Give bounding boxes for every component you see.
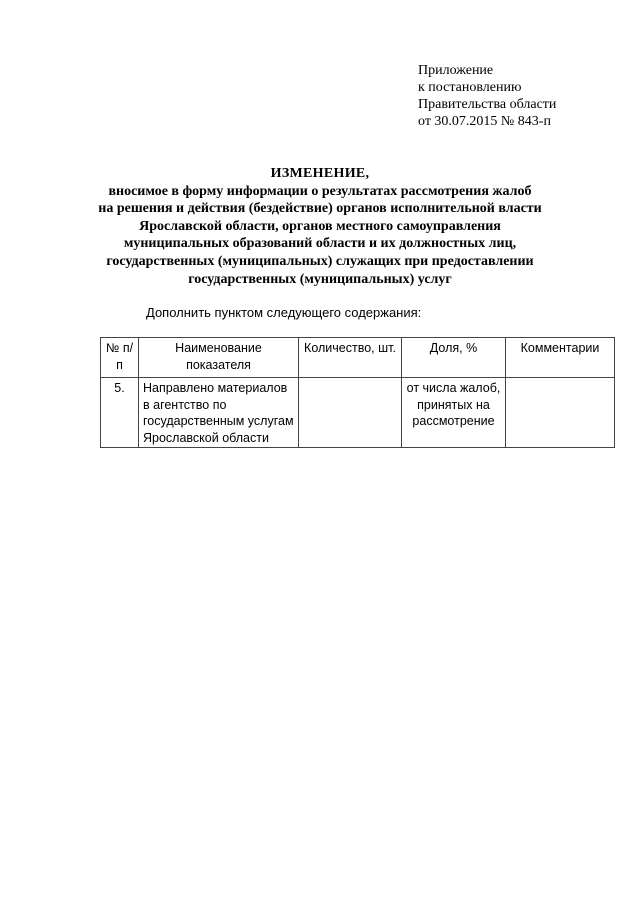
table-header-row (101, 338, 615, 378)
cell-indicator: Направлено материалов в агентство по государственным услугам Ярославской области (139, 378, 299, 448)
column-header-quantity: Количество, шт. (299, 338, 402, 378)
heading-line: вносимое в форму информации о результатах рассмотрения жалоб (108, 183, 532, 199)
column-header-indicator: Наименование показателя (139, 338, 299, 378)
document-title: ИЗМЕНЕНИЕ, (270, 166, 370, 181)
table-row (101, 378, 615, 448)
column-header-number: № п/п (101, 338, 139, 378)
appendix-line: Правительства области (418, 97, 557, 112)
intro-text: Дополнить пунктом следующего содержания: (146, 305, 422, 320)
document-heading (60, 165, 580, 288)
heading-line: муниципальных образований области и их должностных лиц, (123, 236, 517, 252)
appendix-line: к постановлению (418, 80, 522, 95)
cell-number: 5. (101, 378, 139, 448)
cell-share: от числа жалоб, принятых на рассмотрение (402, 378, 506, 448)
heading-line: Ярославской области, органов местного самоуправления (139, 218, 501, 234)
indicators-table (100, 337, 615, 448)
heading-line: государственных (муниципальных) служащих при предоставлении (106, 253, 534, 269)
appendix-line: Приложение (418, 63, 494, 78)
column-header-share: Доля, % (402, 338, 506, 378)
appendix-line: от 30.07.2015 № 843-п (418, 114, 551, 129)
heading-line: на решения и действия (бездействие) органов исполнительной власти (98, 201, 542, 217)
column-header-comments: Комментарии (506, 338, 615, 378)
cell-comments (506, 378, 615, 448)
cell-quantity (299, 378, 402, 448)
heading-line: государственных (муниципальных) услуг (188, 271, 452, 287)
appendix-reference (418, 62, 556, 130)
